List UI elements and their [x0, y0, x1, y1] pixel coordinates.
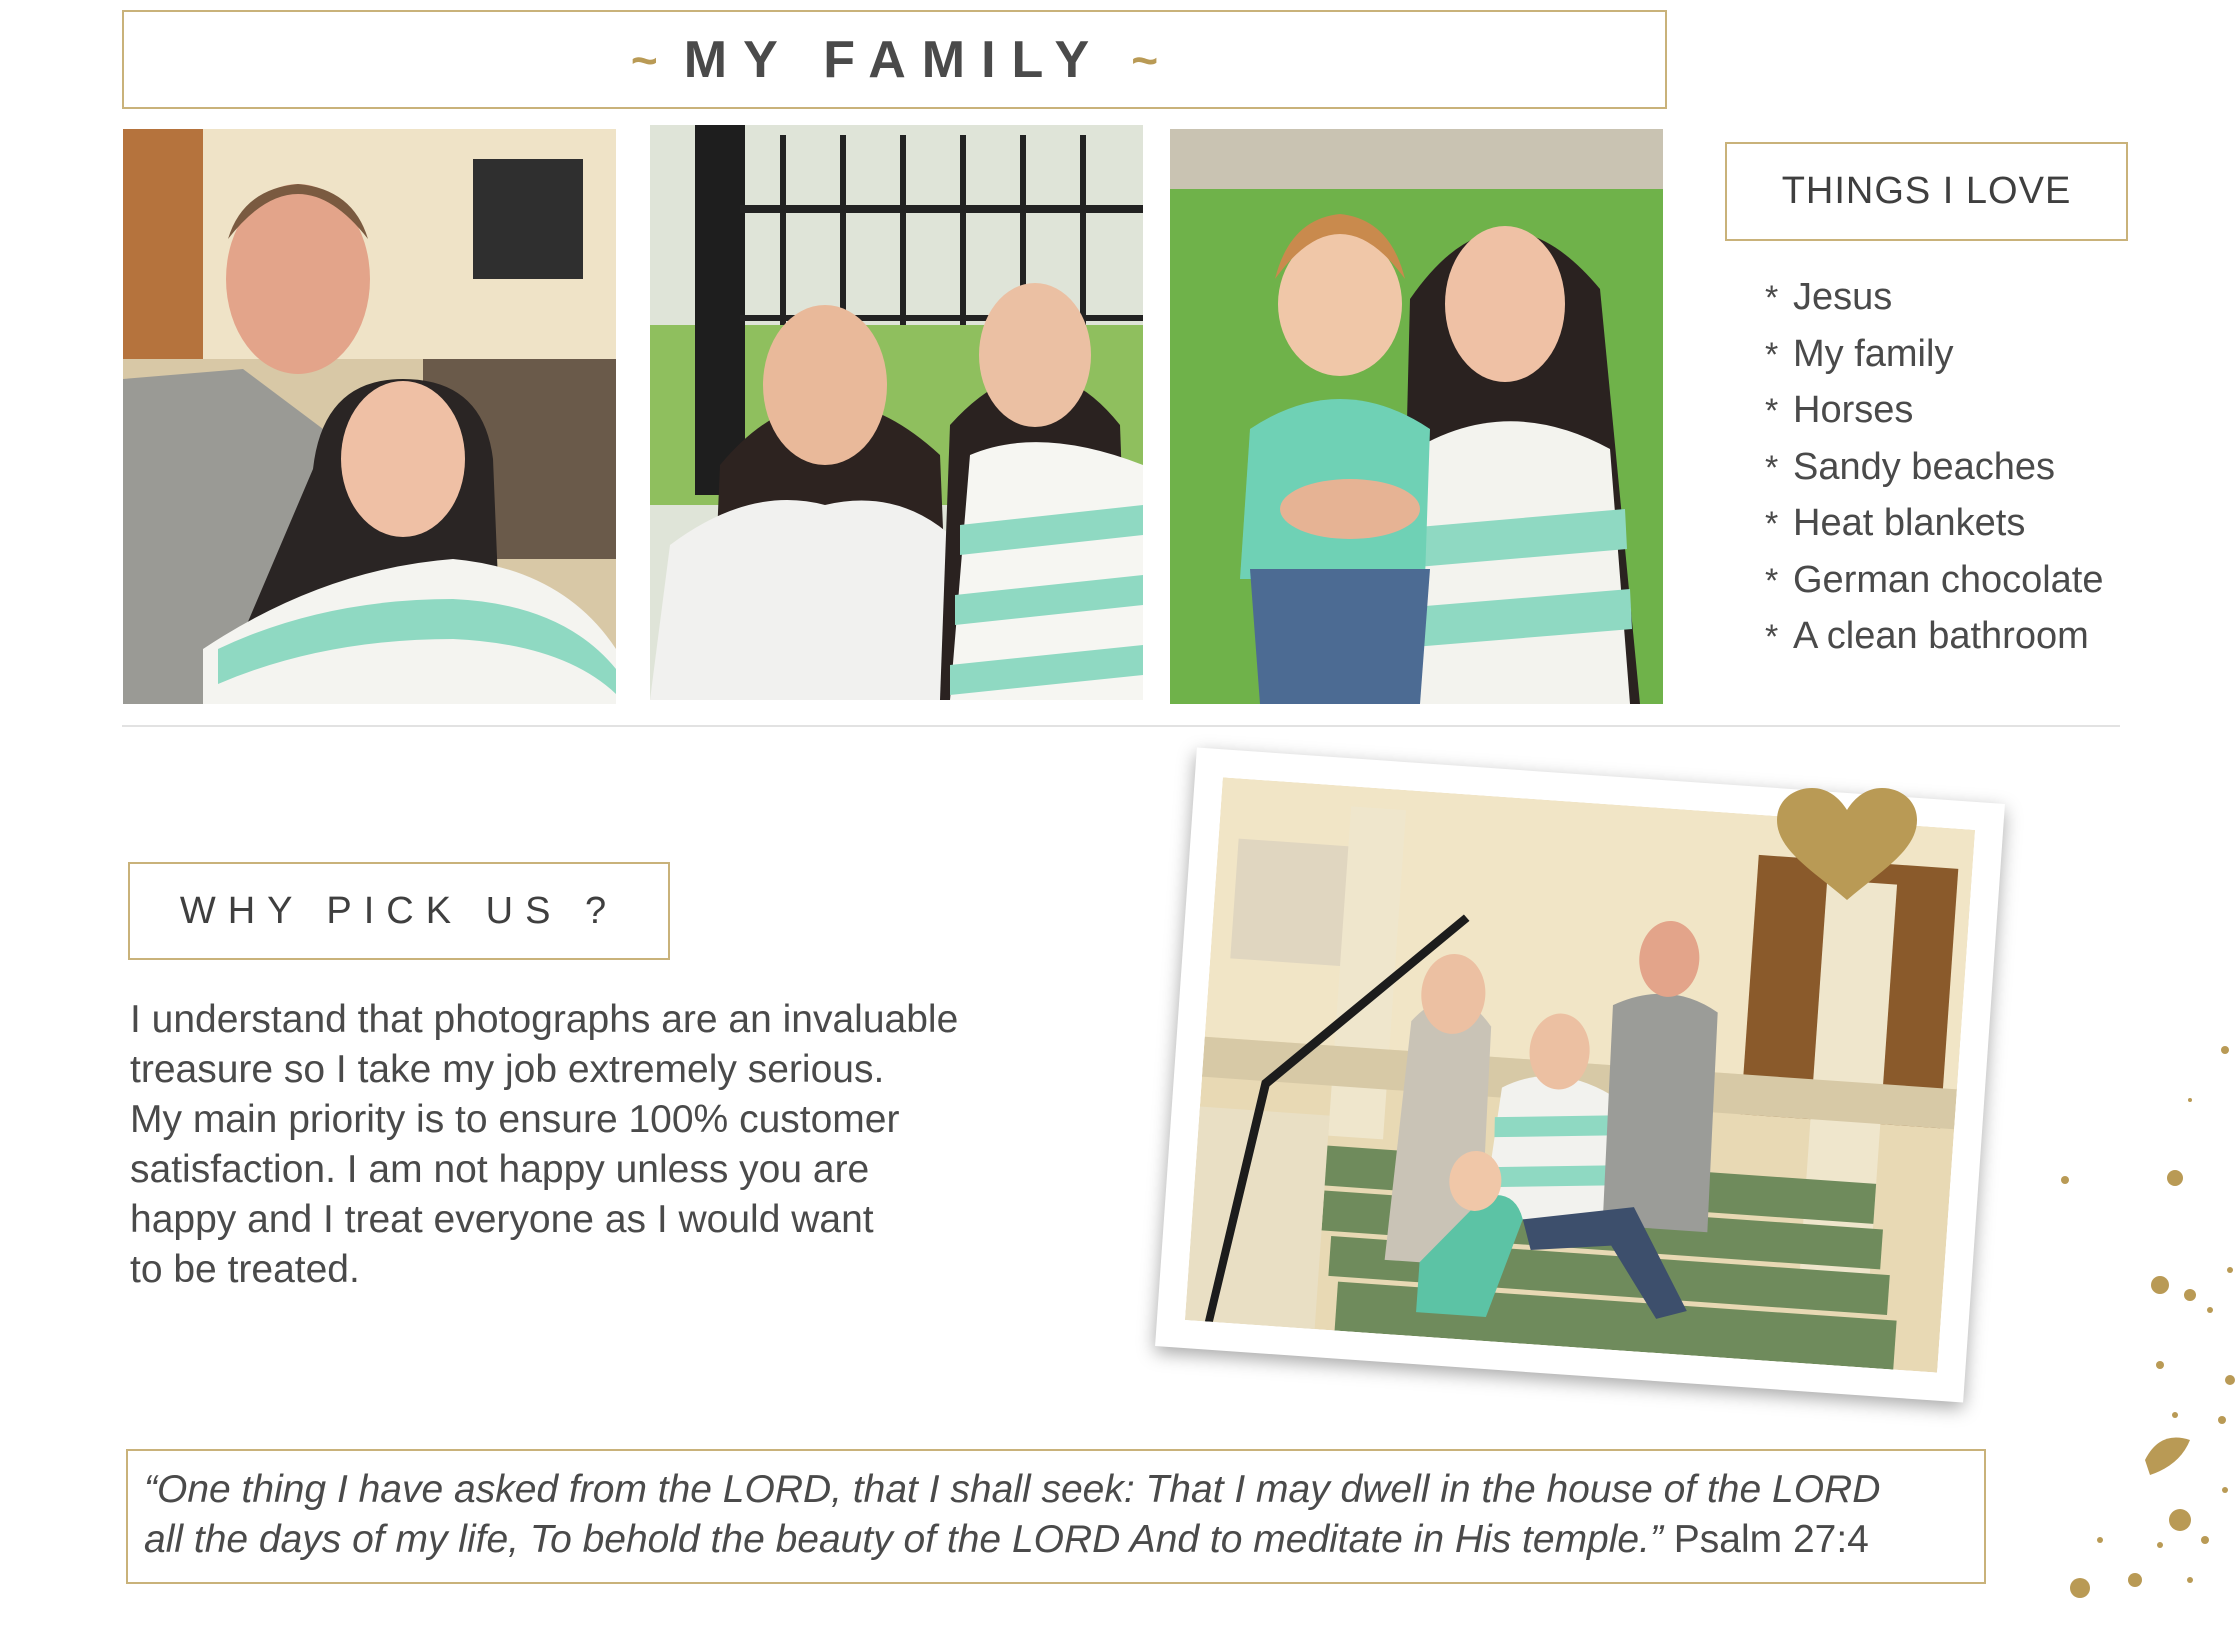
heart-icon [1772, 785, 1922, 905]
list-item-label: A clean bathroom [1793, 615, 2089, 657]
paragraph-line: treasure so I take my job extremely serious. [130, 1048, 885, 1091]
paragraph-line: I understand that photographs are an invaluable [130, 998, 959, 1041]
paragraph-line: satisfaction. I am not happy unless you are [130, 1148, 870, 1191]
title-tilde-right: ~ [1131, 33, 1159, 86]
bullet: * [1765, 279, 1779, 317]
why-pick-us-paragraph [130, 995, 1030, 1295]
things-i-love-heading: THINGS I LOVE [1781, 170, 2072, 212]
list-item [1765, 553, 2104, 610]
list-item [1765, 440, 2104, 497]
gold-splatter-decoration [2040, 1020, 2235, 1637]
quote-reference: Psalm 27:4 [1673, 1518, 1869, 1561]
quote-line-2-text: all the days of my life, To behold the beauty of the LORD And to meditate in His temple.” [144, 1518, 1663, 1561]
list-item-label: My family [1793, 332, 1954, 375]
list-item [1765, 270, 2104, 327]
list-item-label: Jesus [1793, 276, 1893, 318]
bullet: * [1765, 505, 1779, 543]
family-photo-mother-son [1170, 129, 1663, 704]
title-tilde-left: ~ [630, 33, 658, 86]
paragraph-line: happy and I treat everyone as I would want [130, 1198, 874, 1241]
list-item-label: Heat blankets [1793, 502, 2026, 544]
scripture-quote [144, 1465, 1968, 1565]
list-item-label: Sandy beaches [1793, 445, 2055, 488]
list-item [1765, 496, 2104, 553]
paragraph-line: to be treated. [130, 1248, 360, 1291]
family-photo-mother-daughter [650, 125, 1143, 700]
page-title: MY FAMILY [683, 30, 1106, 89]
bullet: * [1765, 448, 1779, 487]
why-pick-us-heading: WHY PICK US ? [179, 889, 619, 932]
section-divider [122, 725, 2120, 727]
list-item-label: German chocolate [1793, 558, 2104, 601]
list-item [1765, 327, 2104, 384]
bullet: * [1765, 392, 1779, 430]
bullet: * [1765, 335, 1779, 374]
things-i-love-list [1765, 270, 2104, 666]
why-pick-us-heading-box [128, 862, 670, 960]
paragraph-line: My main priority is to ensure 100% customer [130, 1098, 900, 1141]
bullet: * [1765, 561, 1779, 600]
list-item-label: Horses [1793, 389, 1914, 431]
title-banner [122, 10, 1667, 109]
list-item [1765, 609, 2104, 666]
family-photo-couple [123, 129, 616, 704]
bullet: * [1765, 618, 1779, 656]
quote-line-1: “One thing I have asked from the LORD, that I shall seek: That I may dwell in the house of the LORD [144, 1468, 1881, 1511]
quote-line-2 [144, 1515, 1968, 1565]
list-item [1765, 383, 2104, 440]
scripture-quote-box [126, 1449, 1986, 1584]
things-i-love-heading-box [1725, 142, 2128, 241]
